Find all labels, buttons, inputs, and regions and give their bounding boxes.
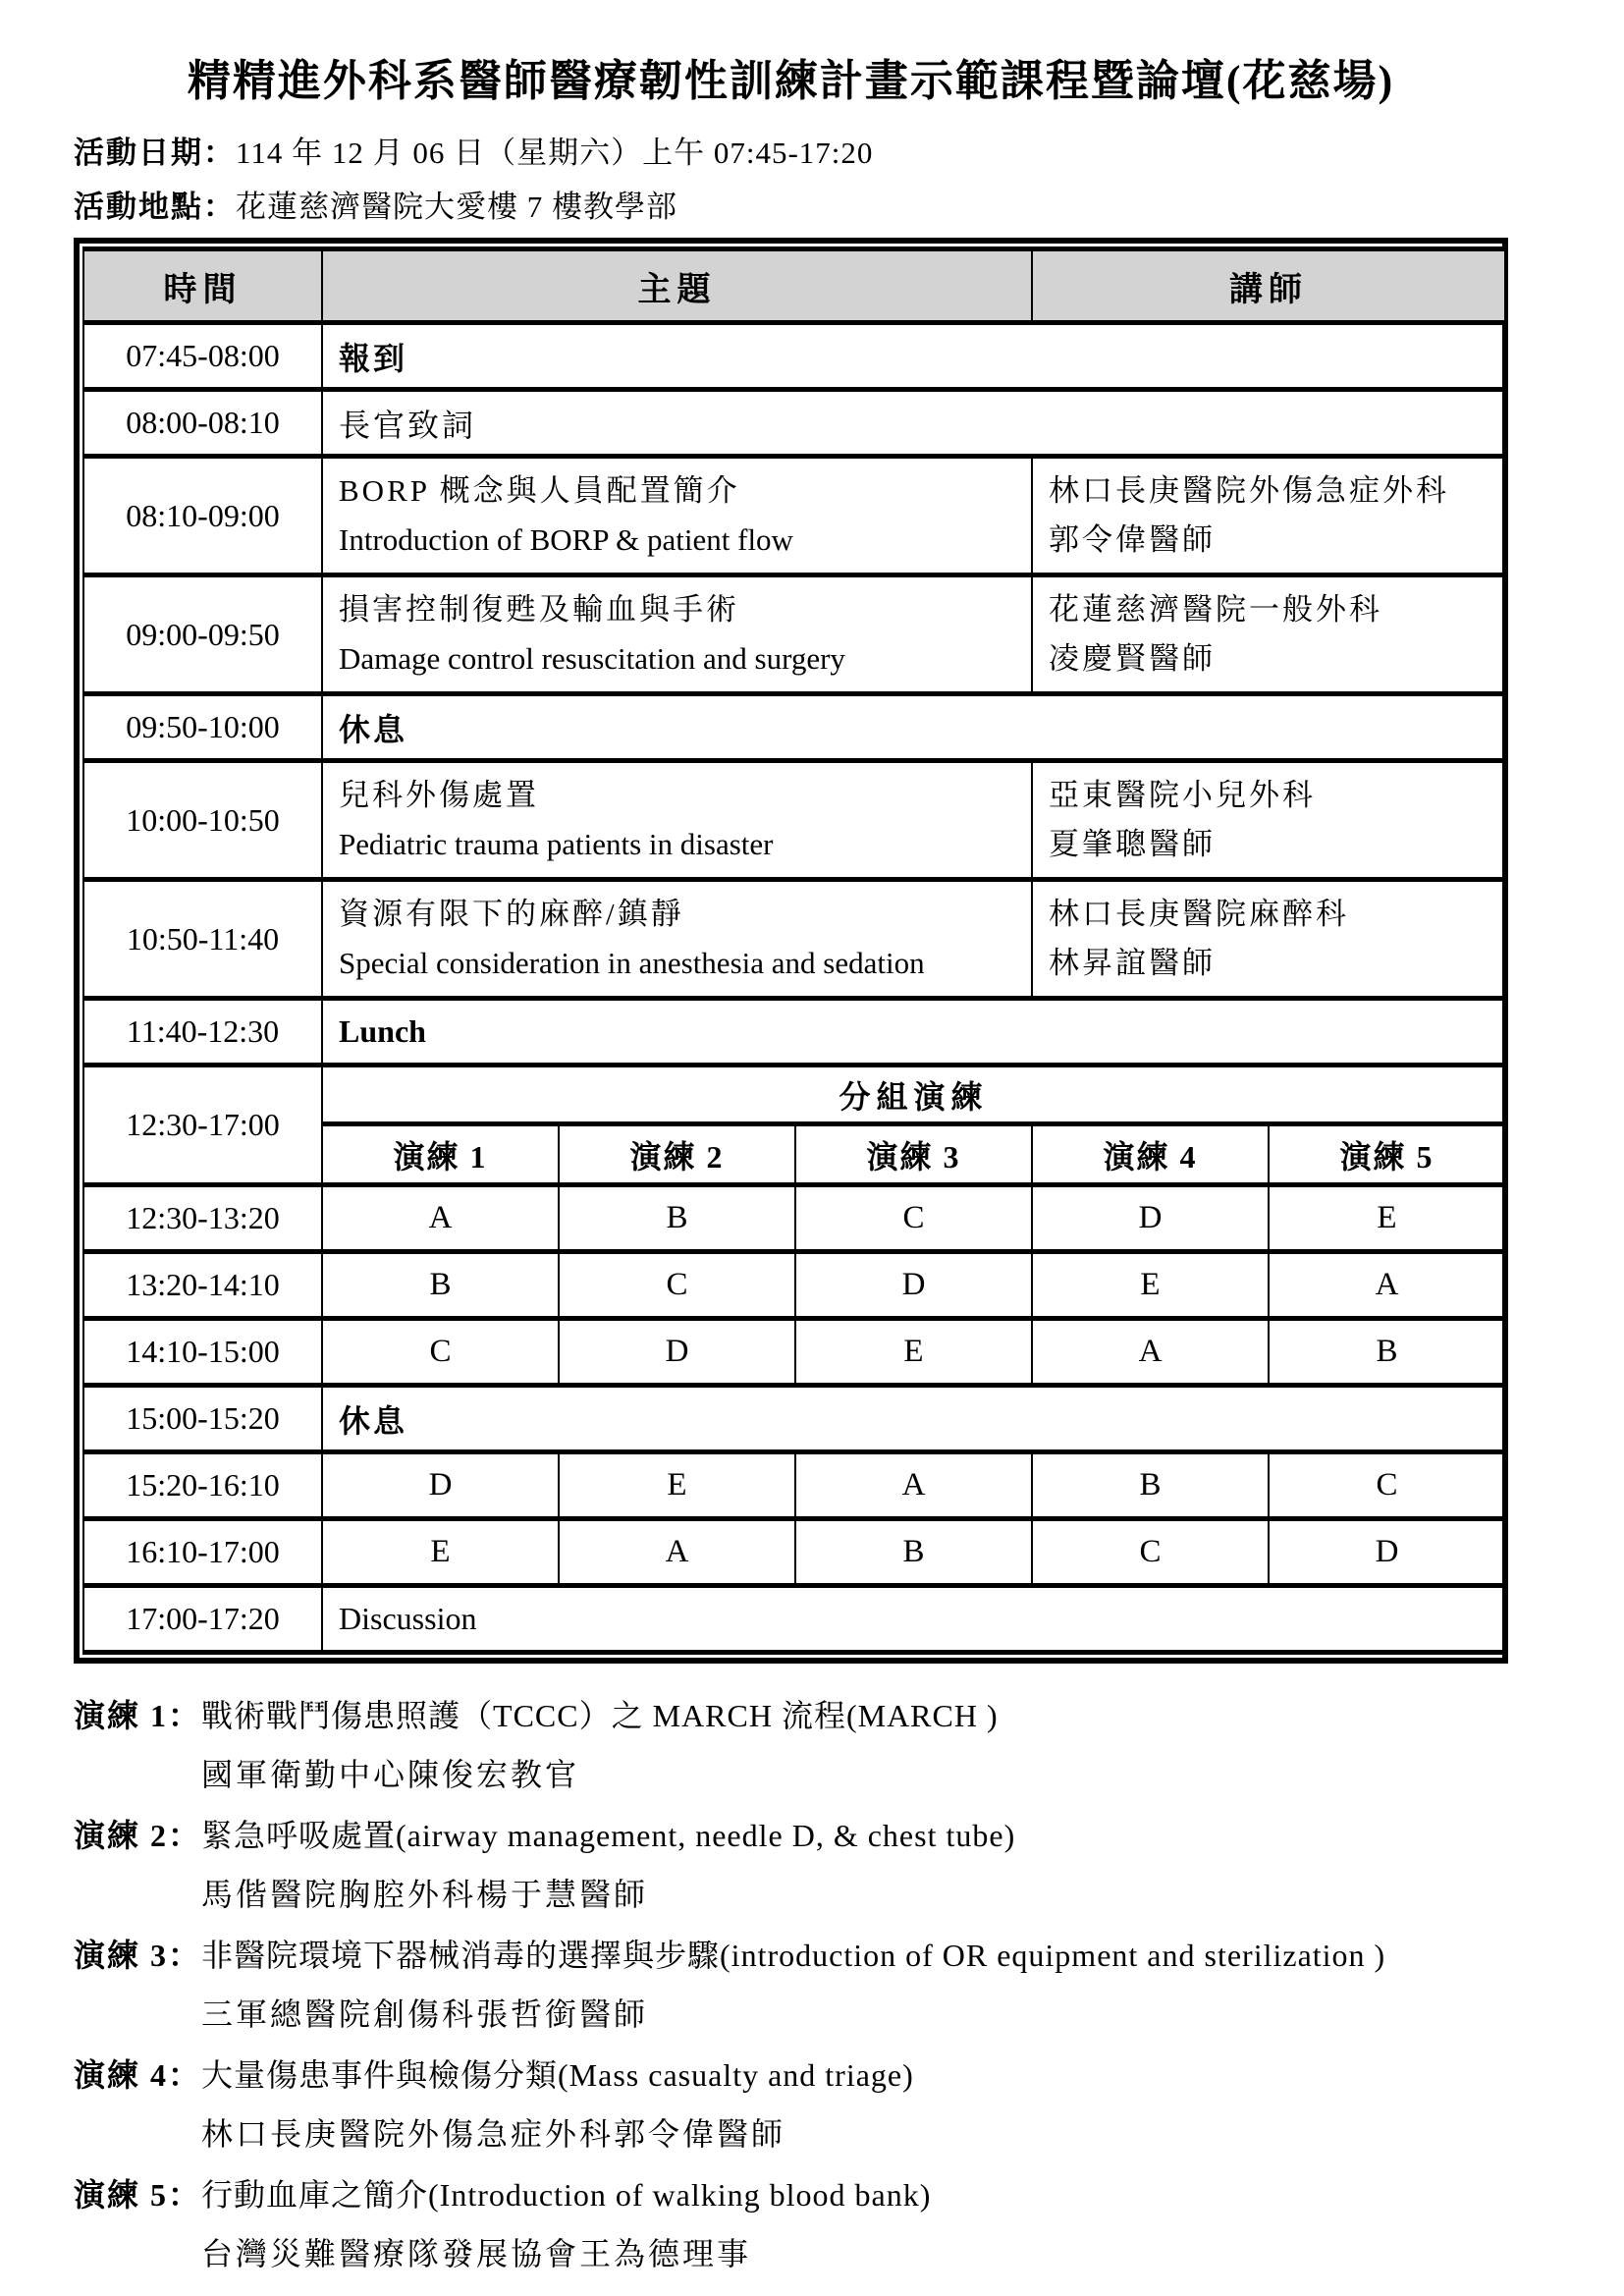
time-cell: 15:20-16:10 xyxy=(83,1452,322,1519)
group-col-cell: 演練 5 xyxy=(1269,1124,1505,1185)
topic-zh: BORP 概念與人員配置簡介 xyxy=(339,473,740,508)
time-cell: 13:20-14:10 xyxy=(83,1252,322,1319)
note-item xyxy=(74,1691,1508,1795)
topic-en: Introduction of BORP & patient flow xyxy=(339,522,793,557)
note-item xyxy=(74,1931,1508,2035)
table-row xyxy=(83,761,1505,880)
group-letter-cell: B xyxy=(1032,1452,1269,1519)
group-letter-cell: A xyxy=(559,1519,795,1586)
event-location-line xyxy=(74,182,1508,226)
topic-en: Damage control resuscitation and surgery xyxy=(339,641,845,676)
time-cell: 08:10-09:00 xyxy=(83,457,322,575)
time-cell: 11:40-12:30 xyxy=(83,999,322,1066)
group-col-cell: 演練 4 xyxy=(1032,1124,1269,1185)
note-instructor: 國軍衛勤中心陳俊宏教官 xyxy=(201,1757,580,1792)
group-letter-cell: C xyxy=(795,1185,1032,1252)
note-instructor: 台灣災難醫療隊發展協會王為德理事 xyxy=(201,2236,752,2271)
table-row xyxy=(83,1386,1505,1452)
group-letter-cell: C xyxy=(1032,1519,1269,1586)
table-row xyxy=(83,575,1505,694)
table-row xyxy=(83,323,1505,390)
table-row xyxy=(83,390,1505,457)
time-cell: 07:45-08:00 xyxy=(83,323,322,390)
group-letter-cell: A xyxy=(1269,1252,1505,1319)
rotation-row xyxy=(83,1252,1505,1319)
topic-en: Pediatric trauma patients in disaster xyxy=(339,827,774,861)
table-row xyxy=(83,694,1505,761)
group-letter-cell: C xyxy=(559,1252,795,1319)
group-letter-cell: B xyxy=(322,1252,559,1319)
group-letter-cell: E xyxy=(1032,1252,1269,1319)
schedule-table-frame xyxy=(74,238,1508,1664)
group-col-cell: 演練 1 xyxy=(322,1124,559,1185)
group-letter-cell: E xyxy=(322,1519,559,1586)
rotation-row xyxy=(83,1452,1505,1519)
group-letter-cell: D xyxy=(795,1252,1032,1319)
group-letter-cell: C xyxy=(1269,1452,1505,1519)
topic-zh: 損害控制復甦及輸血與手術 xyxy=(339,592,739,627)
note-instructor: 三軍總醫院創傷科張哲銜醫師 xyxy=(201,1996,649,2032)
speaker-name: 郭令偉醫師 xyxy=(1049,522,1216,557)
event-date-label: 活動日期： xyxy=(74,136,236,170)
note-topic: 大量傷患事件與檢傷分類(Mass casualty and triage) xyxy=(201,2057,914,2093)
column-header-time: 時間 xyxy=(83,249,322,323)
note-item xyxy=(74,1811,1508,1915)
rotation-row xyxy=(83,1319,1505,1386)
speaker-cell xyxy=(1032,880,1505,999)
topic-cell: 休息 xyxy=(322,1386,1505,1452)
speaker-name: 夏肇聰醫師 xyxy=(1049,827,1216,861)
rotation-row xyxy=(83,1185,1505,1252)
group-letter-cell: D xyxy=(1269,1519,1505,1586)
speaker-org: 林口長庚醫院麻醉科 xyxy=(1049,897,1349,931)
note-topic: 非醫院環境下器械消毒的選擇與步驟(introduction of OR equipment and sterilization ) xyxy=(201,1938,1386,1973)
group-letter-cell: A xyxy=(1032,1319,1269,1386)
group-letter-cell: D xyxy=(322,1452,559,1519)
note-label: 演練 1： xyxy=(74,1698,202,1733)
topic-cell: 休息 xyxy=(322,694,1505,761)
table-row xyxy=(83,999,1505,1066)
speaker-org: 林口長庚醫院外傷急症外科 xyxy=(1049,473,1449,508)
time-cell: 10:50-11:40 xyxy=(83,880,322,999)
speaker-org: 花蓮慈濟醫院一般外科 xyxy=(1049,592,1382,627)
group-title-cell: 分組演練 xyxy=(322,1066,1505,1124)
note-topic: 戰術戰鬥傷患照護（TCCC）之 MARCH 流程(MARCH ) xyxy=(201,1698,999,1733)
speaker-name: 林昇誼醫師 xyxy=(1049,946,1216,980)
event-date-line xyxy=(74,128,1508,172)
time-cell: 12:30-13:20 xyxy=(83,1185,322,1252)
topic-cell xyxy=(322,457,1032,575)
note-item xyxy=(74,2050,1508,2155)
note-instructor: 林口長庚醫院外傷急症外科郭令偉醫師 xyxy=(201,2116,786,2152)
group-col-cell: 演練 2 xyxy=(559,1124,795,1185)
note-label: 演練 5： xyxy=(74,2177,202,2213)
column-header-topic: 主題 xyxy=(322,249,1032,323)
group-letter-cell: D xyxy=(559,1319,795,1386)
note-label: 演練 3： xyxy=(74,1938,202,1973)
topic-zh: 資源有限下的麻醉/鎮靜 xyxy=(339,897,684,931)
time-cell: 10:00-10:50 xyxy=(83,761,322,880)
schedule-table xyxy=(82,246,1506,1655)
time-cell: 15:00-15:20 xyxy=(83,1386,322,1452)
topic-cell: Lunch xyxy=(322,999,1505,1066)
group-letter-cell: E xyxy=(795,1319,1032,1386)
group-letter-cell: B xyxy=(559,1185,795,1252)
header-row xyxy=(83,249,1505,323)
rotation-row xyxy=(83,1519,1505,1586)
note-topic: 緊急呼吸處置(airway management, needle D, & chest tube) xyxy=(201,1818,1016,1853)
group-letter-cell: E xyxy=(1269,1185,1505,1252)
topic-cell: Discussion xyxy=(322,1586,1505,1653)
topic-cell: 長官致詞 xyxy=(322,390,1505,457)
time-cell: 14:10-15:00 xyxy=(83,1319,322,1386)
group-letter-cell: E xyxy=(559,1452,795,1519)
topic-cell: 報到 xyxy=(322,323,1505,390)
topic-en: Special consideration in anesthesia and sedation xyxy=(339,946,925,980)
group-col-cell: 演練 3 xyxy=(795,1124,1032,1185)
time-cell: 09:50-10:00 xyxy=(83,694,322,761)
time-cell: 08:00-08:10 xyxy=(83,390,322,457)
speaker-cell xyxy=(1032,457,1505,575)
speaker-cell xyxy=(1032,575,1505,694)
speaker-name: 凌慶賢醫師 xyxy=(1049,641,1216,676)
note-topic: 行動血庫之簡介(Introduction of walking blood bank) xyxy=(201,2177,932,2213)
time-cell: 12:30-17:00 xyxy=(83,1066,322,1185)
time-cell: 09:00-09:50 xyxy=(83,575,322,694)
table-row xyxy=(83,880,1505,999)
speaker-org: 亞東醫院小兒外科 xyxy=(1049,778,1316,812)
note-label: 演練 2： xyxy=(74,1818,202,1853)
event-location-value: 花蓮慈濟醫院大愛樓 7 樓教學部 xyxy=(236,190,677,224)
group-letter-cell: A xyxy=(795,1452,1032,1519)
group-letter-cell: B xyxy=(1269,1319,1505,1386)
exercise-notes xyxy=(74,1691,1508,2274)
group-letter-cell: B xyxy=(795,1519,1032,1586)
table-row xyxy=(83,457,1505,575)
group-letter-cell: A xyxy=(322,1185,559,1252)
group-letter-cell: D xyxy=(1032,1185,1269,1252)
column-header-speaker: 講師 xyxy=(1032,249,1505,323)
event-date-value: 114 年 12 月 06 日（星期六）上午 07:45-17:20 xyxy=(236,136,874,170)
topic-cell xyxy=(322,761,1032,880)
time-cell: 16:10-17:00 xyxy=(83,1519,322,1586)
topic-cell xyxy=(322,880,1032,999)
group-header-row xyxy=(83,1066,1505,1124)
note-instructor: 馬偕醫院胸腔外科楊于慧醫師 xyxy=(201,1877,649,1912)
group-letter-cell: C xyxy=(322,1319,559,1386)
page-title: 精精進外科系醫師醫療韌性訓練計畫示範課程暨論壇(花慈場) xyxy=(187,57,1395,105)
speaker-cell xyxy=(1032,761,1505,880)
topic-zh: 兒科外傷處置 xyxy=(339,778,539,812)
table-row xyxy=(83,1586,1505,1653)
note-item xyxy=(74,2170,1508,2274)
event-location-label: 活動地點： xyxy=(74,190,236,224)
note-label: 演練 4： xyxy=(74,2057,202,2093)
topic-cell xyxy=(322,575,1032,694)
time-cell: 17:00-17:20 xyxy=(83,1586,322,1653)
